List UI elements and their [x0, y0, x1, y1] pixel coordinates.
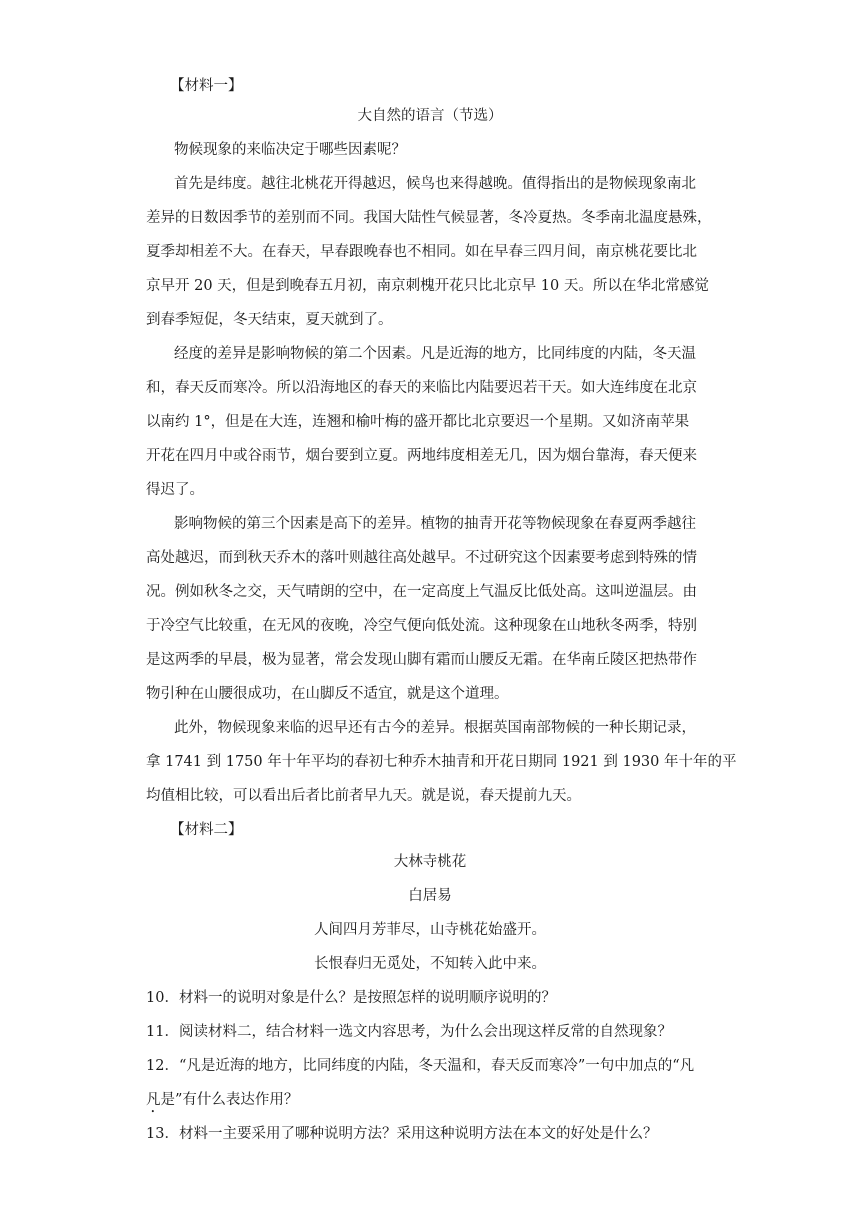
material2-header: 【材料二】 [170, 822, 243, 838]
poem-line: 长恨春归无觅处，不知转入此中来。 [314, 956, 546, 972]
question-12-line2 [146, 1090, 298, 1116]
paragraph-line: 差异的日数因季节的差别而不同。我国大陆性气候显著，冬冷夏热。冬季南北温度悬殊， [146, 210, 712, 226]
paragraph-line: 物候现象的来临决定于哪些因素呢？ [174, 142, 406, 158]
paragraph-line: 况。例如秋冬之交，天气晴朗的空中，在一定高度上气温反比低处高。这叫逆温层。由 [146, 584, 697, 600]
paragraph-line: 均值相比较，可以看出后者比前者早九天。就是说，春天提前九天。 [146, 788, 581, 804]
poem-line: 人间四月芳菲尽，山寺桃花始盛开。 [314, 922, 546, 938]
material1-header: 【材料一】 [170, 78, 243, 94]
paragraph-line: 经度的差异是影响物候的第二个因素。凡是近海的地方，比同纬度的内陆，冬天温 [174, 346, 696, 362]
question-10: 10．材料一的说明对象是什么？是按照怎样的说明顺序说明的？ [146, 990, 556, 1006]
material1-title: 大自然的语言（节选） [357, 108, 503, 124]
paragraph-line: 以南约 1°，但是在大连，连翘和榆叶梅的盛开都比北京要迟一个星期。又如济南苹果 [146, 414, 690, 430]
question-11: 11．阅读材料二，结合材料一选文内容思考，为什么会出现这样反常的自然现象？ [146, 1024, 672, 1040]
paragraph-line: 拿 1741 到 1750 年十年平均的春初七种乔木抽青和开花日期同 1921 到 1930 年十年的平 [146, 754, 737, 770]
paragraph-line: 物引种在山腰很成功，在山脚反不适宜，就是这个道理。 [146, 686, 509, 702]
paragraph-line: 和，春天反而寒冷。所以沿海地区的春天的来临比内陆要迟若干天。如大连纬度在北京 [146, 380, 697, 396]
paragraph-line: 得迟了。 [146, 482, 204, 498]
paragraph-line: 京早开 20 天，但是到晚春五月初，南京刺槐开花只比北京早 10 天。所以在华北常感觉 [146, 278, 709, 294]
paragraph-line: 是这两季的早晨，极为显著，常会发现山脚有霜而山腰反无霜。在华南丘陵区把热带作 [146, 652, 697, 668]
paragraph-line: 此外，物候现象来临的迟早还有古今的差异。根据英国南部物候的一种长期记录， [174, 720, 696, 736]
question-12-line1: 12．“凡是近海的地方，比同纬度的内陆，冬天温和，春天反而寒冷”一句中加点的“凡 [146, 1058, 695, 1074]
paragraph-line: 高处越迟，而到秋天乔木的落叶则越往高处越早。不过研究这个因素要考虑到特殊的情 [146, 550, 697, 566]
paragraph-line: 于冷空气比较重，在无风的夜晚，冷空气便向低处流。这种现象在山地秋冬两季，特别 [146, 618, 697, 634]
question-12-rest: 是”有什么表达作用？ [160, 1092, 299, 1108]
poem-author: 白居易 [408, 888, 452, 904]
question-13: 13．材料一主要采用了哪种说明方法？采用这种说明方法在本文的好处是什么？ [146, 1126, 658, 1142]
paragraph-line: 开花在四月中或谷雨节，烟台要到立夏。两地纬度相差无几，因为烟台靠海，春天便来 [146, 448, 697, 464]
paragraph-line: 首先是纬度。越往北桃花开得越迟，候鸟也来得越晚。值得指出的是物候现象南北 [174, 176, 696, 192]
paragraph-line: 影响物候的第三个因素是高下的差异。植物的抽青开花等物候现象在春夏两季越往 [174, 516, 696, 532]
emphasized-char: 凡 [146, 1092, 161, 1108]
paragraph-line: 到春季短促，冬天结束，夏天就到了。 [146, 312, 393, 328]
paragraph-line: 夏季却相差不大。在春天，早春跟晚春也不相同。如在早春三四月间，南京桃花要比北 [146, 244, 697, 260]
poem-title: 大林寺桃花 [393, 854, 467, 870]
